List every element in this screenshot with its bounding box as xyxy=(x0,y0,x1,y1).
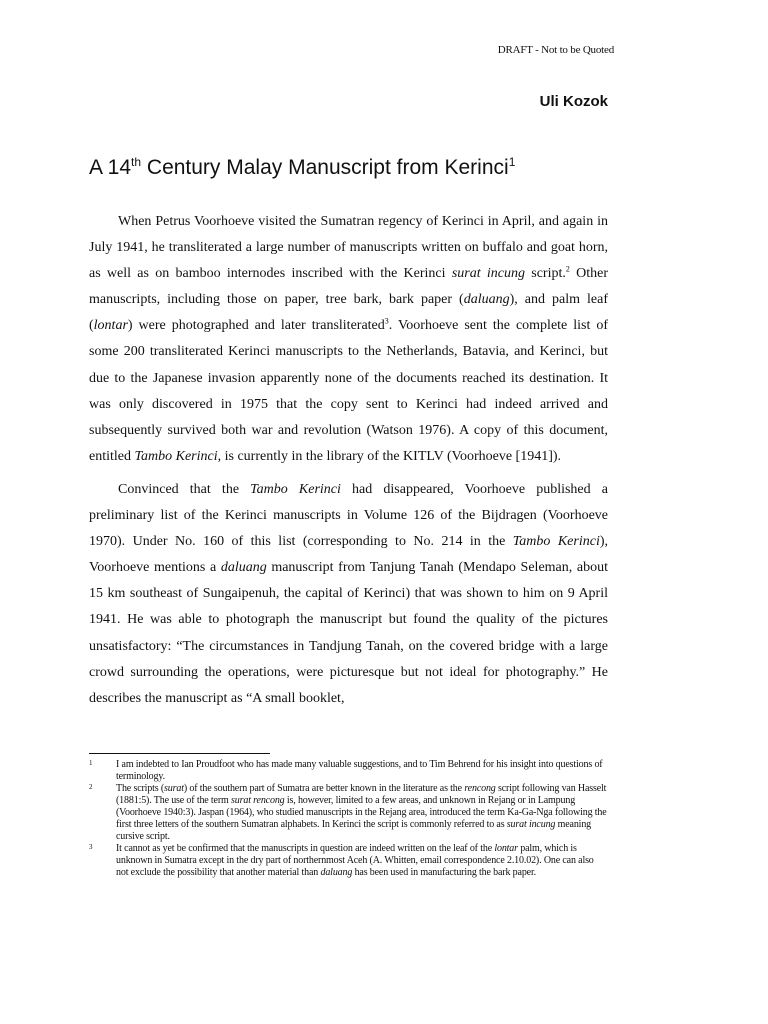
italic-run: Tambo Kerinci xyxy=(512,534,600,550)
text-run: Convinced that the xyxy=(118,481,251,497)
footnotes xyxy=(89,759,608,879)
italic-run: surat xyxy=(164,783,184,794)
title-superscript: th xyxy=(131,155,142,169)
italic-run: surat incung xyxy=(506,819,556,830)
footnote-1 xyxy=(89,759,608,783)
text-run: palm, which is unknown in Sumatra except in the dry part of northernmost Aceh (A. Whitten, email correspondence 2.10.02). One can also not exclude the possibility that another material than xyxy=(116,843,594,878)
italic-run: lontar xyxy=(494,843,518,854)
footnote-2 xyxy=(89,783,608,843)
text-run: . Voorhoeve sent the complete list of some 200 transliterated Kerinci manuscripts to the Netherlands, Batavia, and Kerinci, but due to the Japanese invasion apparently none of the documents reached its destination. It was only discovered in 1975 that the copy sent to Kerinci had indeed arrived and subsequently survived both war and revolution (Watson 1976). A copy of this document, entitled xyxy=(89,318,608,464)
footnote-number: 2 xyxy=(89,783,93,791)
body-text xyxy=(89,209,608,712)
paragraph-2 xyxy=(89,477,608,712)
text-run: Other manuscripts, including those on paper, tree bark, bark paper ( xyxy=(89,266,609,308)
text-run: , is currently in the library of the KITLV (Voorhoeve [1941]). xyxy=(217,448,562,464)
italic-run: surat incung xyxy=(451,266,525,282)
text-run: ) were photographed and later transliterated xyxy=(127,318,385,334)
text-run: It cannot as yet be confirmed that the manuscripts in question are indeed written on the leaf of the xyxy=(116,843,495,854)
title-footnote-ref: 1 xyxy=(508,155,516,169)
footnote-3 xyxy=(89,843,608,879)
italic-run: surat rencong xyxy=(231,795,285,806)
italic-run: lontar xyxy=(93,318,128,334)
text-run: The scripts ( xyxy=(116,783,165,794)
title-prefix: A 14 xyxy=(89,156,132,179)
footnote-text xyxy=(116,759,603,782)
paragraph-1 xyxy=(89,209,608,470)
footnote-ref: 2 xyxy=(565,264,570,274)
italic-run: daluang xyxy=(220,560,267,576)
author-name: Uli Kozok xyxy=(539,93,608,110)
text-run: script. xyxy=(524,266,566,282)
footnote-separator xyxy=(89,753,270,754)
footnote-number: 3 xyxy=(89,843,93,851)
text-run: ) of the southern part of Sumatra are better known in the literature as the xyxy=(183,783,465,794)
text-run: I am indebted to Ian Proudfoot who has made many valuable suggestions, and to Tim Behrend for his insight into questions of terminology. xyxy=(116,759,603,782)
text-run: ), Voorhoeve mentions a xyxy=(89,534,609,576)
footnote-text xyxy=(116,783,607,842)
title-text: Century Malay Manuscript from Kerinci xyxy=(141,156,509,179)
footnote-ref: 3 xyxy=(384,316,389,326)
italic-run: daluang xyxy=(463,292,510,308)
footnote-number: 1 xyxy=(89,759,93,767)
italic-run: Tambo Kerinci xyxy=(134,448,218,464)
italic-run: Tambo Kerinci xyxy=(250,481,341,497)
text-run: had disappeared, Voorhoeve published a preliminary list of the Kerinci manuscripts in Volume 126 of the Bijdragen (Voorhoeve 1970). Under No. 160 of this list (corresponding to No. 214 in the xyxy=(89,481,608,550)
text-run: has been used in manufacturing the bark paper. xyxy=(352,867,536,878)
text-run: is, however, limited to a few areas, and unknown in Rejang or in Lampung (Voorhoeve 1940:3). Jaspan (1964), who studied manuscripts in the Rejang area, introduced the term Ka-Ga-Nga following the first three letters of the southern Sumatran alphabets. In Kerinci the script is commonly referred to as xyxy=(116,795,607,830)
text-run: ), and palm leaf ( xyxy=(89,292,608,334)
footnote-text xyxy=(116,843,594,878)
text-run: When Petrus Voorhoeve visited the Sumatran regency of Kerinci in April, and again in July 1941, he transliterated a large number of manuscripts written on buffalo and goat horn, as well as on bamboo internodes inscribed with the Kerinci xyxy=(89,214,608,282)
italic-run: daluang xyxy=(320,867,353,878)
text-run: manuscript from Tanjung Tanah (Mendapo Seleman, about 15 km southeast of Sungaipenuh, the capital of Kerinci) that was shown to him on 9 April 1941. He was able to photograph the manuscript but found the quality of the pictures unsatisfactory: “The circumstances in Tandjung Tanah, on the covered bridge with a large crowd surrounding the operations, were picturesque but not ideal for photography.” He describes the manuscript as “A small booklet, xyxy=(89,560,608,706)
text-run: script following van Hasselt (1881:5). The use of the term xyxy=(116,783,607,806)
text-run: meaning cursive script. xyxy=(116,819,592,842)
italic-run: rencong xyxy=(464,783,496,794)
document-title xyxy=(89,156,515,180)
draft-notice: DRAFT - Not to be Quoted xyxy=(497,44,614,56)
